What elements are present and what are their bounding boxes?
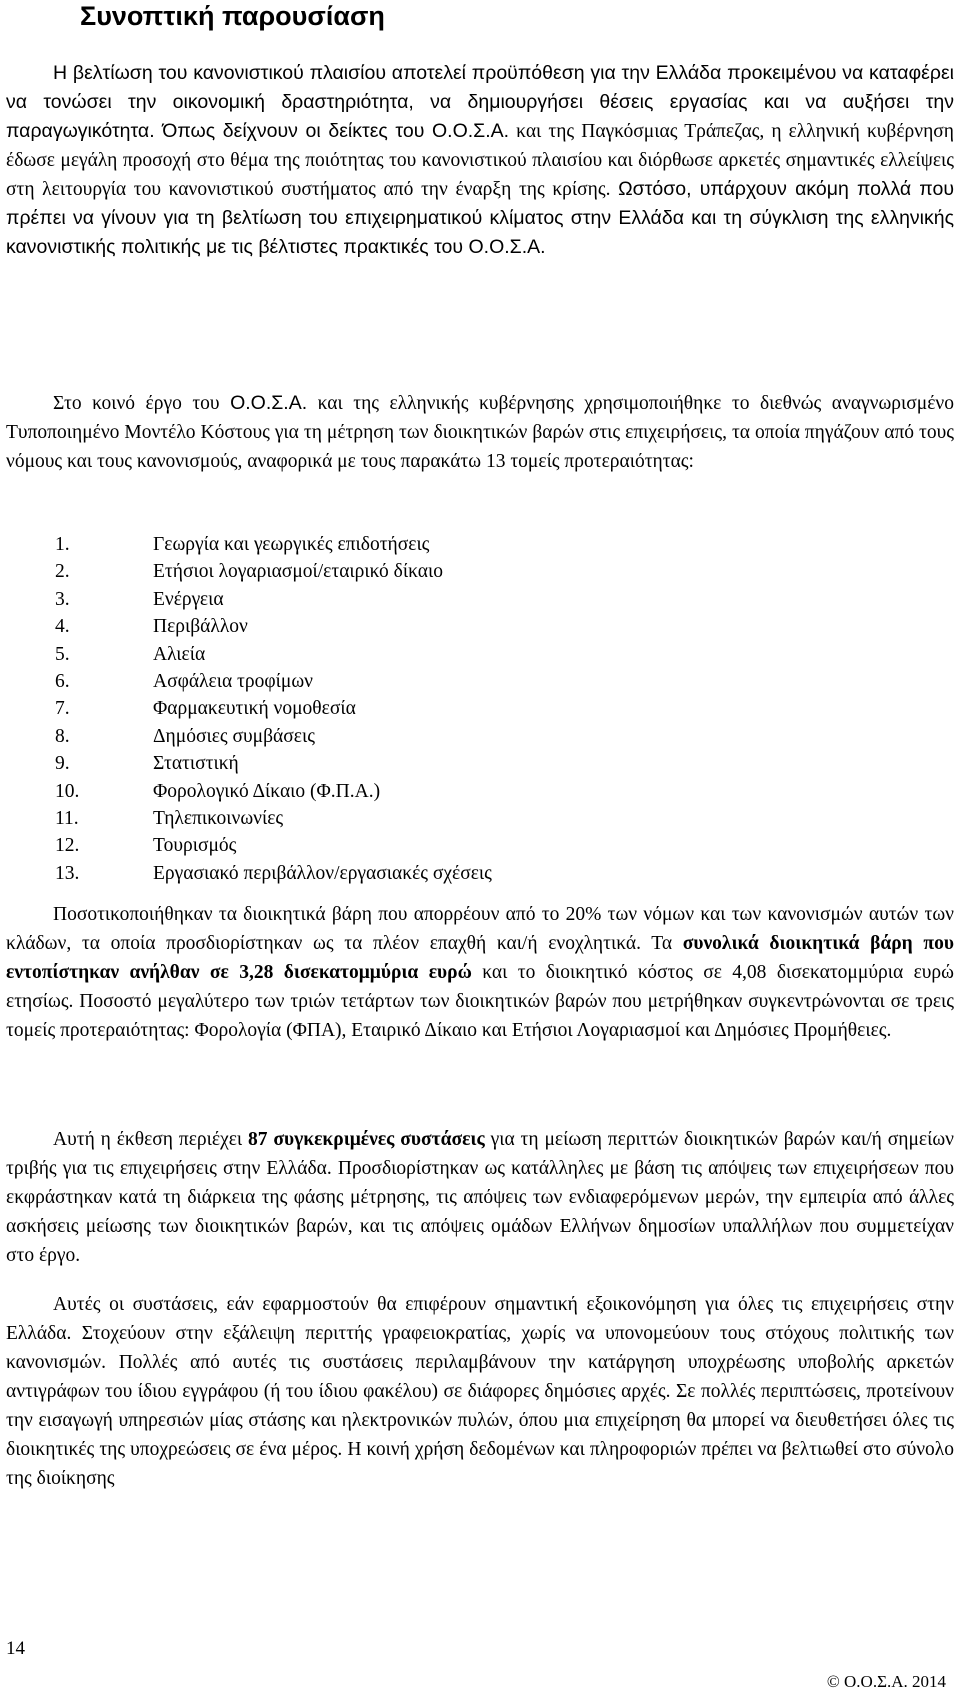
intro-paragraph [6, 59, 954, 262]
list-item: 12. Τουρισμός [55, 835, 237, 857]
list-item: 1. Γεωργία και γεωργικές επιδοτήσεις [55, 534, 430, 555]
priority-sectors-list [55, 531, 492, 887]
list-item: 6. Ασφάλεια τροφίμων [55, 671, 313, 693]
list-item: 5. Αλιεία [55, 643, 206, 665]
list-item: 13. Εργασιακό περιβάλλον/εργασιακές σχέσεις [55, 862, 492, 884]
page-title: Συνοπτική παρουσίαση [80, 1, 385, 31]
implementation-paragraph [6, 1290, 954, 1493]
burden-text-a: Ποσοτικοποιήθηκαν τα διοικητικά βάρη που απορρέουν από το 20% των νόμων και των κανονισμών αυτών των κλάδων, τα οποία προσδιορίστηκαν ως τα πλέον επαχθή και/ή ενοχλητικά. Τα [6, 904, 954, 954]
list-item: 11. Τηλεπικοινωνίες [55, 808, 284, 830]
methodology-text-c: και της ελληνικής κυβέρνησης χρησιμοποιήθηκε το διεθνώς αναγνωρισμένο Τυποποιημένο Μοντέλο Κόστους για τη μέτρηση των διοικητικών βαρών στις επιχειρήσεις, τα οποία πηγάζουν από τους νόμους και τους κανονισμούς, αναφορικά με τους παρακάτω 13 τομείς προτεραιότητας: [6, 393, 955, 472]
methodology-text-a: Στο κοινό έργο του [53, 393, 220, 414]
burden-paragraph [6, 900, 954, 1045]
recommendations-text-a: Αυτή η έκθεση περιέχει [53, 1129, 249, 1150]
implementation-text: Αυτές οι συστάσεις, εάν εφαρμοστούν θα επιφέρουν σημαντική εξοικονόμηση για όλες τις επιχειρήσεις στην Ελλάδα. Στοχεύουν στην εξάλειψη περιττής γραφειοκρατίας, χωρίς να υπονομεύουν τους στόχους πολιτικής των κανονισμών. Πολλές από αυτές τις συστάσεις περιλαμβάνουν την κατάργηση υποχρέωσης υποβολής αρκετών αντιγράφων του ίδιου εγγράφου (ή του ίδιου φακέλου) σε διάφορες δημόσιες αρχές. Σε πολλές περιπτώσεις, προτείνουν την εισαγωγή υπηρεσιών μίας στάσης και ηλεκτρονικών πυλών, όπου μια επιχείρηση θα μπορεί να διευθετήσει όλες τις διοικητικές της υποχρεώσεις σε ένα μέρος. Η κοινή χρήση δεδομένων και πληροφοριών πρέπει να βελτιωθεί στο σύνολο της διοίκησης [6, 1294, 954, 1489]
list-item: 7. Φαρμακευτική νομοθεσία [55, 698, 356, 720]
list-item: 10. Φορολογικό Δίκαιο (Φ.Π.Α.) [55, 780, 381, 802]
list-item: 2. Ετήσιοι λογαριασμοί/εταιρικό δίκαιο [55, 561, 443, 583]
intro-text-c: Ωστόσο, υπάρχουν ακόμη πολλά που πρέπει να γίνουν για τη βελτίωση του επιχειρηματικού κλίματος στην Ελλάδα και τη σύγκλιση της ελληνικής κανονιστικής πολιτικής με τις βέλτιστες πρακτικές του Ο.Ο.Σ.Α. [6, 178, 954, 258]
intro-text-b: και της Παγκόσμιας Τράπεζας, η ελληνική κυβέρνηση έδωσε μεγάλη προσοχή στο θέμα της ποιότητας του κανονιστικού πλαισίου και διόρθωσε αρκετές σημαντικές ελλείψεις στη λειτουργία του κανονιστικού συστήματος από την έναρξη της κρίσης. [6, 121, 954, 200]
burden-text-c: και το διοικητικό κόστος σε 4,08 δισεκατομμύρια ευρώ ετησίως. Ποσοστό μεγαλύτερο των τριών τετάρτων των διοικητικών βαρών που μετρήθηκαν συγκεντρώνονται σε τρεις τομείς προτεραιότητας: Φορολογία (ΦΠΑ), Εταιρικό Δίκαιο και Ετήσιοι Λογαριασμοί και Δημόσιες Προμήθειες. [6, 962, 954, 1041]
copyright-notice: © Ο.Ο.Σ.Α. 2014 [826, 1672, 946, 1691]
list-item: 4. Περιβάλλον [55, 616, 248, 638]
recommendations-highlight: 87 συγκεκριμένες συστάσεις [248, 1129, 485, 1150]
burden-highlight: συνολικά διοικητικά βάρη που εντοπίστηκαν ανήλθαν σε 3,28 δισεκατομμύρια ευρώ [6, 933, 954, 983]
recommendations-text-c: για τη μείωση περιττών διοικητικών βαρών και/ή σημείων τριβής για τις επιχειρήσεις στην Ελλάδα. Προσδιορίστηκαν ως κατάλληλες με βάση τις απόψεις των επιχειρήσεων που εκφράστηκαν κατά τη διάρκεια της φάσης μέτρησης, τις απόψεις των ενδιαφερόμενων μερών, την εμπειρία από άλλες ασκήσεις μείωσης των διοικητικών βαρών, και τις απόψεις ομάδων Ελλήνων δημοσίων υπαλλήλων που συμμετείχαν στο έργο. [6, 1129, 954, 1266]
recommendations-paragraph [6, 1125, 954, 1270]
list-item: 3. Ενέργεια [55, 588, 224, 610]
methodology-oecd: Ο.Ο.Σ.Α. [230, 392, 308, 414]
page-number: 14 [6, 1638, 25, 1659]
list-item: 9. Στατιστική [55, 753, 239, 775]
methodology-paragraph [6, 389, 954, 476]
intro-text-a: Η βελτίωση του κανονιστικού πλαισίου αποτελεί προϋπόθεση για την Ελλάδα προκειμένου να καταφέρει να τονώσει την οικονομική δραστηριότητα, να δημιουργήσει θέσεις εργασίας και να αυξήσει την παραγωγικότητα. Όπως δείχνουν οι δείκτες του Ο.Ο.Σ.Α. [6, 62, 954, 142]
list-item: 8. Δημόσιες συμβάσεις [55, 725, 315, 747]
